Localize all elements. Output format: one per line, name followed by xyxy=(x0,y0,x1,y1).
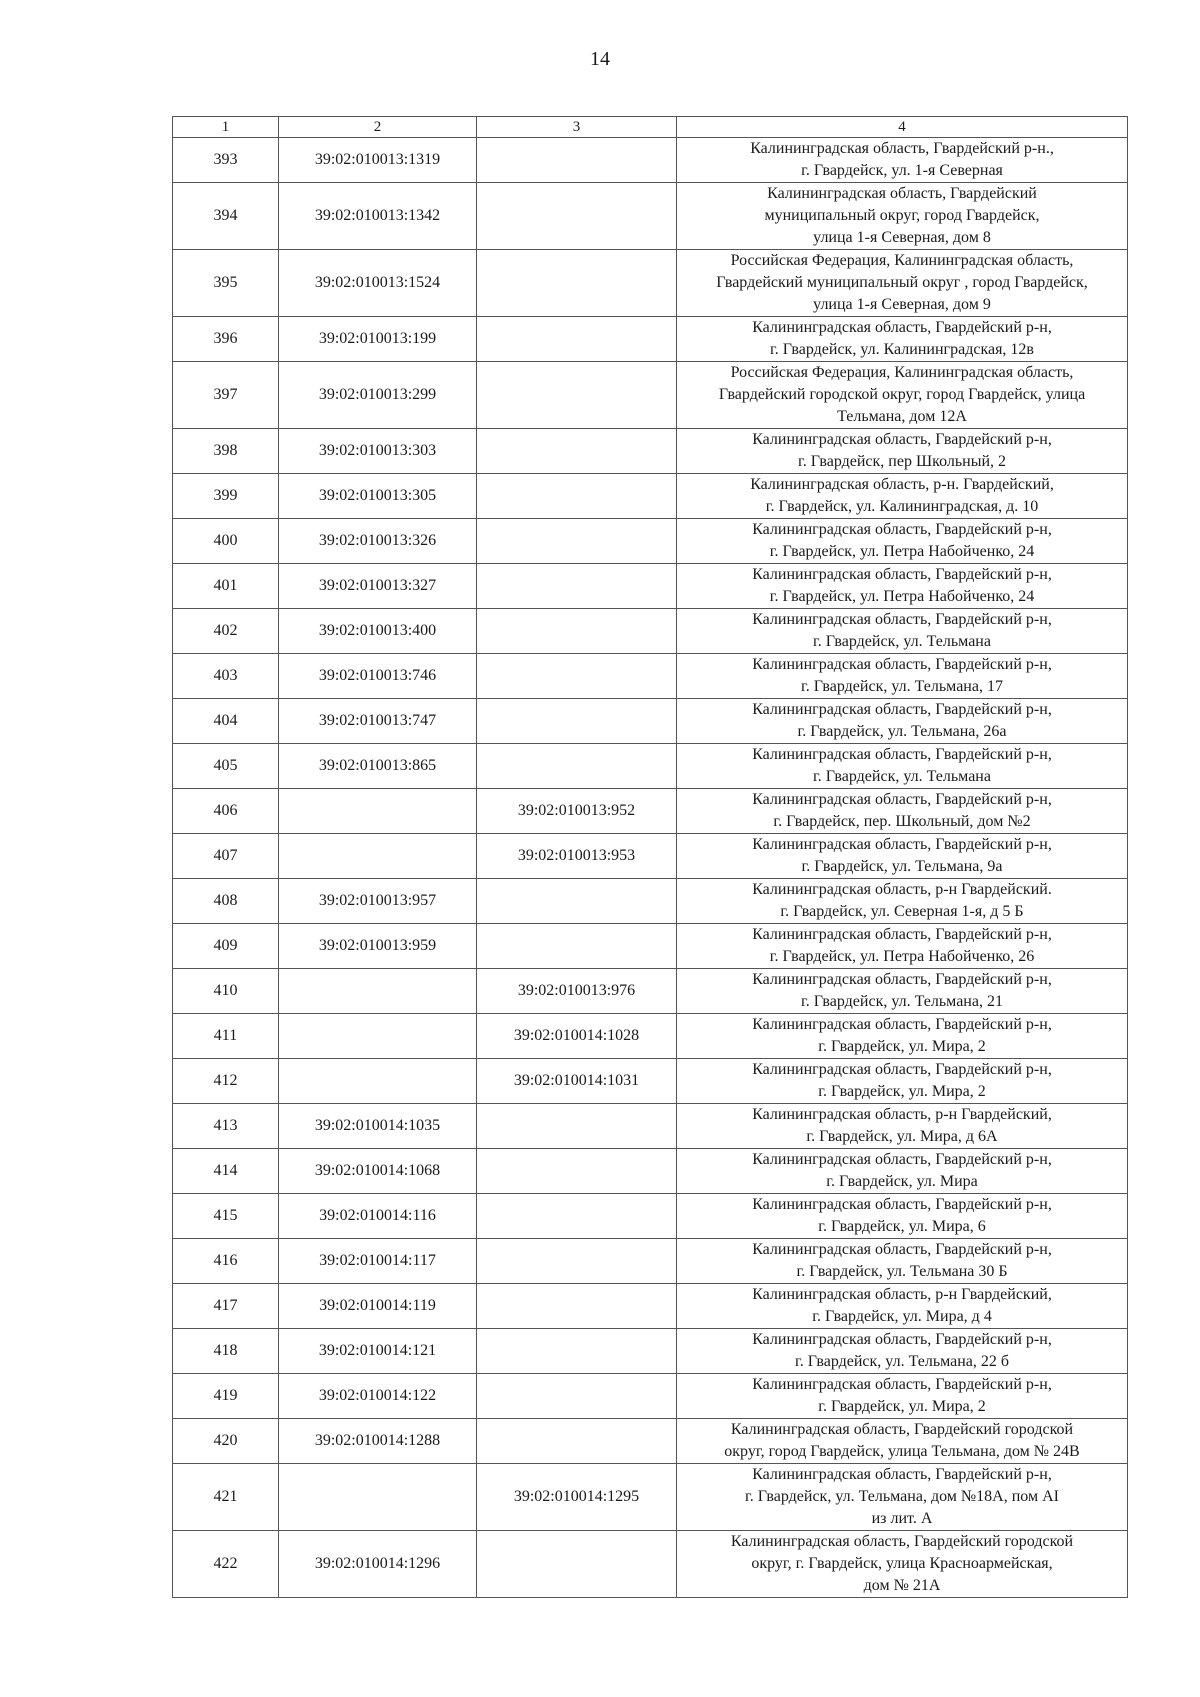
column-header-3: 3 xyxy=(477,117,677,138)
address-line: г. Гвардейск, ул. Тельмана, 17 xyxy=(801,678,1003,695)
row-number-cell: 411 xyxy=(173,1014,279,1059)
address-cell xyxy=(677,1194,1128,1239)
cadastral-number-cell: 39:02:010013:299 xyxy=(279,362,477,429)
address-cell xyxy=(677,1329,1128,1374)
row-number-cell: 396 xyxy=(173,317,279,362)
related-cadastral-number-cell xyxy=(477,654,677,699)
cadastral-number-cell xyxy=(279,834,477,879)
row-number-cell: 409 xyxy=(173,924,279,969)
address-line: Калининградская область, Гвардейский р-н, xyxy=(752,1151,1052,1168)
table-row xyxy=(173,519,1128,564)
row-number-cell: 394 xyxy=(173,183,279,250)
cadastral-number-cell: 39:02:010013:199 xyxy=(279,317,477,362)
header-row xyxy=(173,117,1128,138)
row-number-cell: 402 xyxy=(173,609,279,654)
column-header-1: 1 xyxy=(173,117,279,138)
table-row xyxy=(173,924,1128,969)
address-line: г. Гвардейск, ул. Мира, 2 xyxy=(818,1038,986,1055)
related-cadastral-number-cell xyxy=(477,1419,677,1464)
related-cadastral-number-cell xyxy=(477,429,677,474)
address-cell xyxy=(677,699,1128,744)
address-line: Калининградская область, Гвардейский р-н, xyxy=(752,836,1052,853)
address-line: Калининградская область, Гвардейский городской xyxy=(730,1533,1074,1550)
cadastral-number-cell: 39:02:010014:1288 xyxy=(279,1419,477,1464)
related-cadastral-number-cell xyxy=(477,183,677,250)
table-row xyxy=(173,317,1128,362)
related-cadastral-number-cell xyxy=(477,609,677,654)
cadastral-number-cell: 39:02:010014:117 xyxy=(279,1239,477,1284)
address-cell xyxy=(677,1239,1128,1284)
address-cell xyxy=(677,1464,1128,1531)
row-number-cell: 410 xyxy=(173,969,279,1014)
address-line: г. Гвардейск, ул. 1-я Северная xyxy=(801,162,1003,179)
address-line: Калининградская область, Гвардейский р-н, xyxy=(752,656,1052,673)
address-line: Калининградская область, Гвардейский р-н, xyxy=(752,1376,1052,1393)
cadastral-number-cell xyxy=(279,1059,477,1104)
table-row xyxy=(173,1374,1128,1419)
cadastral-number-cell: 39:02:010014:1035 xyxy=(279,1104,477,1149)
table-row xyxy=(173,564,1128,609)
row-number-cell: 422 xyxy=(173,1531,279,1598)
address-line: Российская Федерация, Калининградская область, xyxy=(730,364,1074,381)
row-number-cell: 413 xyxy=(173,1104,279,1149)
address-line: Калининградская область, р-н Гвардейский, xyxy=(752,1286,1052,1303)
address-cell xyxy=(677,744,1128,789)
row-number-cell: 395 xyxy=(173,250,279,317)
row-number-cell: 412 xyxy=(173,1059,279,1104)
related-cadastral-number-cell: 39:02:010014:1031 xyxy=(477,1059,677,1104)
related-cadastral-number-cell xyxy=(477,1149,677,1194)
row-number-cell: 416 xyxy=(173,1239,279,1284)
table-row xyxy=(173,879,1128,924)
address-line: Калининградская область, Гвардейский р-н, xyxy=(752,926,1052,943)
address-line: г. Гвардейск, ул. Петра Набойченко, 24 xyxy=(769,588,1035,605)
address-cell xyxy=(677,1059,1128,1104)
address-line: Тельмана, дом 12А xyxy=(837,408,967,425)
cadastral-number-cell: 39:02:010014:121 xyxy=(279,1329,477,1374)
table-row xyxy=(173,1464,1128,1531)
cadastral-number-cell: 39:02:010013:957 xyxy=(279,879,477,924)
cadastral-number-cell xyxy=(279,969,477,1014)
address-line: г. Гвардейск, ул. Мира, д 4 xyxy=(812,1308,992,1325)
address-cell xyxy=(677,1531,1128,1598)
related-cadastral-number-cell xyxy=(477,699,677,744)
address-line: Калининградская область, Гвардейский р-н, xyxy=(752,971,1052,988)
address-line: Гвардейский городской округ, город Гвардейск, улица xyxy=(718,386,1086,403)
address-line: Калининградская область, Гвардейский р-н, xyxy=(752,431,1052,448)
cadastral-number-cell: 39:02:010013:303 xyxy=(279,429,477,474)
address-cell xyxy=(677,1104,1128,1149)
address-line: Калининградская область, Гвардейский р-н, xyxy=(752,1196,1052,1213)
address-line: Калининградская область, р-н Гвардейский. xyxy=(752,881,1052,898)
row-number-cell: 404 xyxy=(173,699,279,744)
cadastral-number-cell: 39:02:010013:1342 xyxy=(279,183,477,250)
row-number-cell: 398 xyxy=(173,429,279,474)
cadastral-number-cell xyxy=(279,789,477,834)
table-row xyxy=(173,609,1128,654)
address-cell xyxy=(677,654,1128,699)
related-cadastral-number-cell xyxy=(477,744,677,789)
row-number-cell: 401 xyxy=(173,564,279,609)
table-row xyxy=(173,1059,1128,1104)
address-line: улица 1-я Северная, дом 9 xyxy=(813,296,991,313)
address-line: Калининградская область, Гвардейский р-н, xyxy=(752,566,1052,583)
address-line: из лит. А xyxy=(871,1510,933,1527)
related-cadastral-number-cell: 39:02:010014:1295 xyxy=(477,1464,677,1531)
address-line: г. Гвардейск, ул. Северная 1-я, д 5 Б xyxy=(780,903,1024,920)
row-number-cell: 418 xyxy=(173,1329,279,1374)
related-cadastral-number-cell: 39:02:010014:1028 xyxy=(477,1014,677,1059)
address-line: г. Гвардейск, ул. Петра Набойченко, 24 xyxy=(769,543,1035,560)
address-line: г. Гвардейск, ул. Тельмана, 9а xyxy=(801,858,1003,875)
row-number-cell: 399 xyxy=(173,474,279,519)
address-line: Калининградская область, Гвардейский р-н, xyxy=(752,611,1052,628)
cadastral-number-cell: 39:02:010014:116 xyxy=(279,1194,477,1239)
table-row xyxy=(173,1329,1128,1374)
table-row xyxy=(173,1419,1128,1464)
row-number-cell: 408 xyxy=(173,879,279,924)
cadastral-number-cell: 39:02:010013:1524 xyxy=(279,250,477,317)
address-line: г. Гвардейск, ул. Мира, 6 xyxy=(818,1218,986,1235)
address-cell xyxy=(677,429,1128,474)
table-row xyxy=(173,250,1128,317)
address-line: Калининградская область, р-н. Гвардейский, xyxy=(750,476,1054,493)
related-cadastral-number-cell xyxy=(477,519,677,564)
cadastral-number-cell: 39:02:010013:746 xyxy=(279,654,477,699)
table-row xyxy=(173,138,1128,183)
address-cell xyxy=(677,1284,1128,1329)
address-cell xyxy=(677,1149,1128,1194)
related-cadastral-number-cell xyxy=(477,879,677,924)
related-cadastral-number-cell xyxy=(477,1374,677,1419)
cadastral-number-cell: 39:02:010013:865 xyxy=(279,744,477,789)
address-line: г. Гвардейск, пер. Школьный, дом №2 xyxy=(773,813,1031,830)
address-line: Калининградская область, Гвардейский р-н, xyxy=(752,1061,1052,1078)
address-line: Калининградская область, Гвардейский р-н, xyxy=(752,1466,1052,1483)
related-cadastral-number-cell xyxy=(477,474,677,519)
column-header-2: 2 xyxy=(279,117,477,138)
related-cadastral-number-cell xyxy=(477,138,677,183)
address-line: г. Гвардейск, ул. Мира, 2 xyxy=(818,1083,986,1100)
address-line: Калининградская область, Гвардейский городской xyxy=(730,1421,1074,1438)
row-number-cell: 393 xyxy=(173,138,279,183)
address-cell xyxy=(677,789,1128,834)
related-cadastral-number-cell: 39:02:010013:976 xyxy=(477,969,677,1014)
address-cell xyxy=(677,183,1128,250)
address-cell xyxy=(677,1014,1128,1059)
table-row xyxy=(173,1194,1128,1239)
address-line: Калининградская область, Гвардейский р-н., xyxy=(750,140,1054,157)
registry-table xyxy=(172,116,1128,1598)
cadastral-number-cell xyxy=(279,1464,477,1531)
address-line: Калининградская область, Гвардейский р-н, xyxy=(752,521,1052,538)
table-row xyxy=(173,1104,1128,1149)
address-line: Калининградская область, р-н Гвардейский, xyxy=(752,1106,1052,1123)
address-cell xyxy=(677,250,1128,317)
table-row xyxy=(173,654,1128,699)
row-number-cell: 419 xyxy=(173,1374,279,1419)
address-line: Гвардейский муниципальный округ , город Гвардейск, xyxy=(716,274,1088,291)
address-line: г. Гвардейск, ул. Мира xyxy=(826,1173,978,1190)
row-number-cell: 397 xyxy=(173,362,279,429)
table-row xyxy=(173,699,1128,744)
related-cadastral-number-cell xyxy=(477,1329,677,1374)
cadastral-number-cell: 39:02:010013:305 xyxy=(279,474,477,519)
address-line: г. Гвардейск, ул. Тельмана, 22 б xyxy=(794,1353,1010,1370)
table-row xyxy=(173,183,1128,250)
related-cadastral-number-cell xyxy=(477,1104,677,1149)
address-cell xyxy=(677,834,1128,879)
address-line: г. Гвардейск, ул. Мира, 2 xyxy=(818,1398,986,1415)
table-body xyxy=(173,138,1128,1598)
address-cell xyxy=(677,1374,1128,1419)
address-line: г. Гвардейск, ул. Тельмана xyxy=(813,768,991,785)
related-cadastral-number-cell xyxy=(477,317,677,362)
cadastral-number-cell: 39:02:010014:119 xyxy=(279,1284,477,1329)
address-line: Калининградская область, Гвардейский р-н, xyxy=(752,1331,1052,1348)
address-line: Калининградская область, Гвардейский р-н, xyxy=(752,1241,1052,1258)
table-row xyxy=(173,1239,1128,1284)
table-row xyxy=(173,969,1128,1014)
related-cadastral-number-cell xyxy=(477,1194,677,1239)
related-cadastral-number-cell xyxy=(477,924,677,969)
cadastral-number-cell: 39:02:010013:1319 xyxy=(279,138,477,183)
row-number-cell: 414 xyxy=(173,1149,279,1194)
row-number-cell: 415 xyxy=(173,1194,279,1239)
address-cell xyxy=(677,362,1128,429)
related-cadastral-number-cell xyxy=(477,1239,677,1284)
table-row xyxy=(173,789,1128,834)
address-line: г. Гвардейск, ул. Петра Набойченко, 26 xyxy=(769,948,1035,965)
column-header-4: 4 xyxy=(677,117,1128,138)
address-line: г. Гвардейск, ул. Тельмана xyxy=(813,633,991,650)
row-number-cell: 403 xyxy=(173,654,279,699)
address-line: Калининградская область, Гвардейский р-н, xyxy=(752,746,1052,763)
address-line: Калининградская область, Гвардейский р-н, xyxy=(752,1016,1052,1033)
related-cadastral-number-cell: 39:02:010013:952 xyxy=(477,789,677,834)
related-cadastral-number-cell: 39:02:010013:953 xyxy=(477,834,677,879)
row-number-cell: 417 xyxy=(173,1284,279,1329)
cadastral-number-cell: 39:02:010014:1068 xyxy=(279,1149,477,1194)
address-line: г. Гвардейск, ул. Тельмана, 21 xyxy=(801,993,1003,1010)
address-cell xyxy=(677,879,1128,924)
table-row xyxy=(173,834,1128,879)
cadastral-number-cell xyxy=(279,1014,477,1059)
cadastral-number-cell: 39:02:010013:327 xyxy=(279,564,477,609)
cadastral-number-cell: 39:02:010013:326 xyxy=(279,519,477,564)
table-row xyxy=(173,744,1128,789)
address-line: г. Гвардейск, ул. Тельмана 30 Б xyxy=(796,1263,1008,1280)
address-cell xyxy=(677,924,1128,969)
address-line: улица 1-я Северная, дом 8 xyxy=(813,229,991,246)
table-row xyxy=(173,429,1128,474)
address-line: Калининградская область, Гвардейский р-н, xyxy=(752,701,1052,718)
table-row xyxy=(173,474,1128,519)
cadastral-number-cell: 39:02:010014:122 xyxy=(279,1374,477,1419)
address-line: округ, город Гвардейск, улица Тельмана, дом № 24В xyxy=(724,1443,1080,1460)
cadastral-number-cell: 39:02:010014:1296 xyxy=(279,1531,477,1598)
address-cell xyxy=(677,969,1128,1014)
address-cell xyxy=(677,609,1128,654)
row-number-cell: 420 xyxy=(173,1419,279,1464)
table-header xyxy=(173,117,1128,138)
address-line: г. Гвардейск, ул. Мира, д 6А xyxy=(806,1128,998,1145)
cadastral-number-cell: 39:02:010013:747 xyxy=(279,699,477,744)
address-cell xyxy=(677,564,1128,609)
cadastral-number-cell: 39:02:010013:959 xyxy=(279,924,477,969)
table-row xyxy=(173,1531,1128,1598)
address-line: округ, г. Гвардейск, улица Красноармейская, xyxy=(751,1555,1053,1572)
related-cadastral-number-cell xyxy=(477,250,677,317)
address-cell xyxy=(677,474,1128,519)
address-line: г. Гвардейск, ул. Калининградская, 12в xyxy=(770,341,1034,358)
address-cell xyxy=(677,317,1128,362)
row-number-cell: 421 xyxy=(173,1464,279,1531)
related-cadastral-number-cell xyxy=(477,1531,677,1598)
address-line: Калининградская область, Гвардейский xyxy=(767,185,1037,202)
address-line: муниципальный округ, город Гвардейск, xyxy=(764,207,1040,224)
address-line: дом № 21А xyxy=(863,1577,941,1594)
related-cadastral-number-cell xyxy=(477,1284,677,1329)
address-cell xyxy=(677,519,1128,564)
related-cadastral-number-cell xyxy=(477,564,677,609)
row-number-cell: 400 xyxy=(173,519,279,564)
cadastral-number-cell: 39:02:010013:400 xyxy=(279,609,477,654)
row-number-cell: 407 xyxy=(173,834,279,879)
row-number-cell: 405 xyxy=(173,744,279,789)
row-number-cell: 406 xyxy=(173,789,279,834)
address-line: Калининградская область, Гвардейский р-н, xyxy=(752,791,1052,808)
address-cell xyxy=(677,138,1128,183)
address-line: г. Гвардейск, ул. Тельмана, 26а xyxy=(797,723,1007,740)
table-row xyxy=(173,1014,1128,1059)
address-cell xyxy=(677,1419,1128,1464)
related-cadastral-number-cell xyxy=(477,362,677,429)
address-line: Калининградская область, Гвардейский р-н, xyxy=(752,319,1052,336)
page-number: 14 xyxy=(590,48,610,70)
table-row xyxy=(173,1284,1128,1329)
address-line: г. Гвардейск, пер Школьный, 2 xyxy=(797,453,1007,470)
address-line: г. Гвардейск, ул. Калининградская, д. 10 xyxy=(765,498,1039,515)
address-line: г. Гвардейск, ул. Тельмана, дом №18А, пом АI xyxy=(745,1488,1059,1505)
table-row xyxy=(173,362,1128,429)
table-row xyxy=(173,1149,1128,1194)
address-line: Российская Федерация, Калининградская область, xyxy=(730,252,1074,269)
